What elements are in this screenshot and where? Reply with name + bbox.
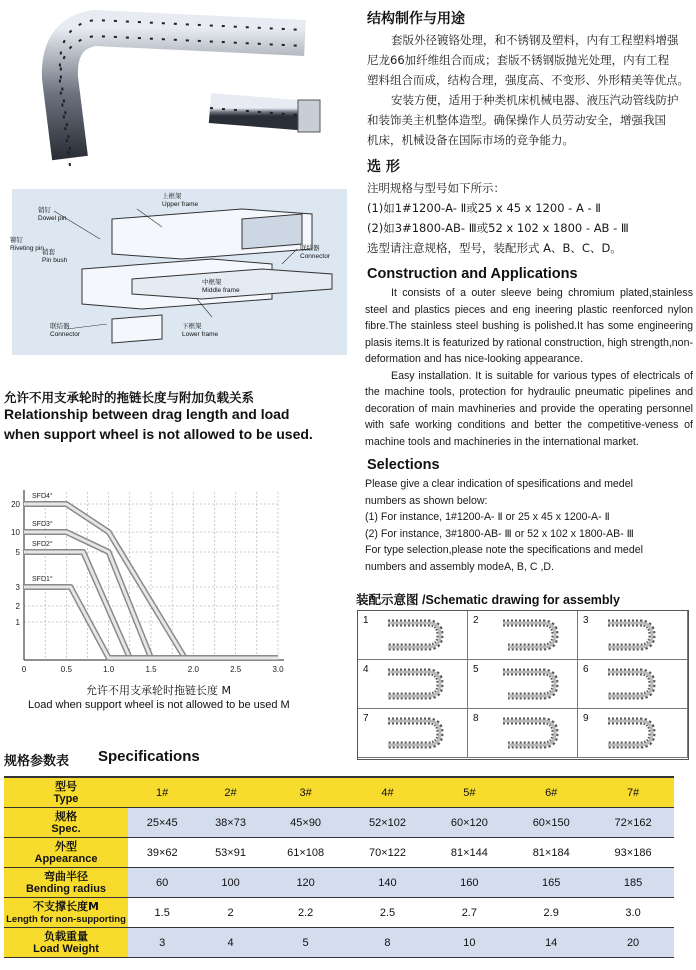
construction-para-2: Easy installation. It is suitable for various types of electricals of the machine tools, protection for hydraulic pneumatic pipelines and decoration of main mavhineries and provide the operating personnel with safe working conditions and better the competitive-veness of machine tools and machineries in the international market. [365, 369, 693, 448]
spec-row [4, 898, 674, 928]
spec-row [4, 868, 674, 898]
pin-bush-label-en: Pin bush [42, 257, 68, 264]
spec-cell: 45×90 [265, 808, 347, 838]
spec-row-header-zh: 型号 [55, 779, 77, 793]
spec-row-header-en: Bending radius [25, 882, 107, 895]
spec-cell: 1.5 [128, 898, 196, 928]
assembly-chain-icon [468, 611, 578, 660]
assembly-number: 9 [583, 713, 589, 724]
spec-cell: 60 [128, 868, 196, 898]
spec-row [4, 777, 674, 808]
construction-text [365, 285, 693, 450]
zh-p1-line: 塑料组合而成，结构合理，强度高、不变形、外形精美等优点。 [367, 73, 689, 87]
lower-frame-label-zh: 下框架 [182, 323, 202, 330]
spec-cell: 53×91 [196, 838, 264, 868]
spec-row-header-zh: 负载重量 [44, 929, 88, 943]
zh-selection-line: (1)如1#1200-A- Ⅱ或25 x 45 x 1200 - A - Ⅱ [367, 201, 601, 215]
riveting-pin-label-zh: 铆钉 [10, 237, 23, 244]
specs-title-zh: 规格参数表 [4, 754, 70, 769]
spec-row-header-en: Type [53, 792, 79, 805]
spec-cell: 4# [347, 777, 429, 808]
x-tick-label: 2.0 [187, 665, 199, 674]
spec-row-header [4, 898, 128, 928]
zh-selection-title: 选 形 [367, 159, 400, 175]
spec-cell: 185 [592, 868, 674, 898]
spec-cell: 5 [265, 928, 347, 958]
x-tick-label: 2.5 [230, 665, 242, 674]
y-tick-label: 2 [15, 602, 20, 611]
assembly-cell [468, 660, 578, 709]
spec-cell: 6# [510, 777, 592, 808]
assembly-chain-icon [468, 709, 578, 758]
relationship-title-en-2: when support wheel is not allowed to be used. [4, 426, 313, 442]
spec-row-header [4, 777, 128, 808]
assembly-cell [578, 660, 688, 709]
assembly-cell [578, 709, 688, 758]
assembly-number: 7 [363, 713, 369, 724]
spec-row-header [4, 928, 128, 958]
y-tick-label: 5 [15, 548, 20, 557]
y-tick-label: 1 [15, 618, 20, 627]
y-tick-label: 3 [15, 583, 20, 592]
spec-cell: 2# [196, 777, 264, 808]
spec-cell: 60×150 [510, 808, 592, 838]
zh-selection-line: 选型请注意规格，型号，装配形式 A、B、C、D。 [367, 241, 622, 255]
assembly-title: 装配示意图 /Schematic drawing for assembly [356, 593, 620, 607]
dowel-pin-label-zh: 销钉 [38, 207, 51, 214]
assembly-cell [578, 611, 688, 660]
spec-cell: 2.9 [510, 898, 592, 928]
assembly-chain-icon [468, 660, 578, 709]
upper-frame-label-en: Upper frame [162, 201, 199, 208]
upper-frame-label-zh: 上框架 [162, 193, 182, 200]
x-tick-label: 1.5 [145, 665, 157, 674]
spec-cell: 3# [265, 777, 347, 808]
spec-cell: 100 [196, 868, 264, 898]
drag-chain-photo [20, 8, 325, 173]
spec-row-header [4, 808, 128, 838]
assembly-cell [358, 660, 468, 709]
connector-label-2-en: Connector [50, 331, 80, 338]
spec-cell: 165 [510, 868, 592, 898]
spec-cell: 1# [128, 777, 196, 808]
spec-row-header-en: Appearance [34, 852, 98, 865]
x-tick-label: 0.5 [60, 665, 72, 674]
spec-row [4, 808, 674, 838]
zh-p2-line: 安装方便，适用于种类机床机械电器、液压汽动管线防护 [391, 93, 679, 107]
selections-line: numbers as shown below: [365, 494, 488, 507]
dowel-pin-label-en: Dowel pin [38, 215, 67, 222]
spec-row-header [4, 868, 128, 898]
chart-xlabel-en: Load when support wheel is not allowed to be used M [28, 699, 290, 711]
series-label: SFD4° [32, 493, 53, 500]
lower-frame-label-en: Lower frame [182, 331, 219, 338]
spec-cell: 2.5 [347, 898, 429, 928]
pin-bush-label-zh: 销套 [42, 249, 55, 256]
construction-title: Construction and Applications [367, 266, 578, 282]
selections-line: (1) For instance, 1#1200-A- Ⅱ or 25 x 45 x 1200-A- Ⅱ [365, 511, 610, 523]
assembly-cell [468, 611, 578, 660]
assembly-number: 1 [363, 615, 369, 626]
spec-cell: 3.0 [592, 898, 674, 928]
y-tick-label: 20 [11, 500, 20, 509]
exploded-diagram [12, 189, 347, 355]
zh-p2-line: 和装饰美主机整体造型。确保操作人员劳动安全，增强我国 [367, 113, 666, 127]
assembly-number: 6 [583, 664, 589, 675]
relationship-title-zh: 允许不用支承轮时的拖链长度与附加负载关系 [4, 390, 255, 405]
spec-cell: 160 [428, 868, 510, 898]
assembly-cell [468, 709, 578, 758]
spec-cell: 25×45 [128, 808, 196, 838]
selections-line: numbers and assembly modeA, B, C ,D. [365, 560, 555, 573]
spec-row-header-en: Length for non-supporting [6, 913, 126, 925]
spec-row-header-en: Spec. [51, 822, 81, 835]
spec-cell: 93×186 [592, 838, 674, 868]
middle-frame-label-zh: 中框架 [202, 279, 222, 286]
selections-line: For type selection,please note the specifications and medel [365, 544, 643, 556]
spec-row [4, 928, 674, 958]
assembly-number: 2 [473, 615, 479, 626]
assembly-number: 5 [473, 664, 479, 675]
y-tick-label: 10 [11, 528, 20, 537]
assembly-chain-icon [578, 611, 688, 660]
assembly-chain-icon [358, 709, 468, 758]
spec-cell: 61×108 [265, 838, 347, 868]
assembly-number: 3 [583, 615, 589, 626]
assembly-number: 8 [473, 713, 479, 724]
x-tick-label: 0 [21, 665, 27, 674]
spec-row-header-zh: 不支撑长度M [33, 899, 99, 913]
spec-row-header-en: Load Weight [33, 942, 99, 955]
assembly-cell [358, 709, 468, 758]
selections-text [365, 476, 693, 575]
spec-cell: 81×144 [428, 838, 510, 868]
assembly-chain-icon [578, 660, 688, 709]
spec-cell: 2 [196, 898, 264, 928]
middle-frame-label-en: Middle frame [202, 287, 240, 294]
riveting-pin-label-en: Riveting pin [10, 245, 44, 252]
series-label: SFD1° [32, 576, 53, 583]
assembly-chain-icon [578, 709, 688, 758]
spec-cell: 3 [128, 928, 196, 958]
assembly-number: 4 [363, 664, 369, 675]
connector-label-2-zh: 联结器 [50, 323, 70, 330]
assembly-chain-icon [358, 611, 468, 660]
chart-xlabel-zh: 允许不用支承轮时拖链长度 M [86, 684, 231, 697]
series-label: SFD3° [32, 521, 53, 528]
assembly-cell [358, 611, 468, 660]
relationship-title-en-1: Relationship between drag length and load [4, 406, 290, 422]
spec-cell: 4 [196, 928, 264, 958]
zh-selection-line: (2)如3#1800-AB- Ⅲ或52 x 102 x 1800 - AB - Ⅲ [367, 221, 629, 235]
spec-cell: 2.2 [265, 898, 347, 928]
assembly-chain-icon [358, 660, 468, 709]
spec-row-header-zh: 规格 [55, 809, 77, 823]
spec-cell: 81×184 [510, 838, 592, 868]
construction-para-1: It consists of a outer sleeve being chromium plated,stainless steel and plastics pieces and eng ineering plastic reenforced nylon fibre.The stainless steel bushing is polished.It has some engineering plasis items.It is featurized by rational construction, high strength,non-deformation and has nice-looking appearance. [365, 287, 693, 365]
spec-row-header-zh: 弯曲半径 [44, 869, 88, 883]
connector-label-zh: 联结器 [300, 245, 320, 252]
spec-cell: 20 [592, 928, 674, 958]
specs-title-en: Specifications [98, 748, 200, 765]
zh-construction-title: 结构制作与用途 [367, 11, 465, 27]
spec-cell: 10 [428, 928, 510, 958]
zh-selection-text [367, 178, 693, 258]
x-tick-label: 1.0 [103, 665, 115, 674]
spec-cell: 14 [510, 928, 592, 958]
zh-p2-line: 机床，机械设备在国际市场的竞争能力。 [367, 133, 574, 147]
drag-length-load-chart [0, 482, 340, 687]
zh-p1-line: 尼龙66加纤维组合而成；套版不锈钢版抛光处理，内有工程 [367, 53, 670, 67]
spec-cell: 8 [347, 928, 429, 958]
spec-cell: 72×162 [592, 808, 674, 838]
spec-row-header-zh: 外型 [55, 839, 77, 853]
spec-row-header [4, 838, 128, 868]
spec-row [4, 838, 674, 868]
connector-label-en: Connector [300, 253, 330, 260]
spec-cell: 2.7 [428, 898, 510, 928]
spec-cell: 52×102 [347, 808, 429, 838]
spec-cell: 39×62 [128, 838, 196, 868]
spec-cell: 60×120 [428, 808, 510, 838]
specifications-table [4, 776, 674, 958]
spec-cell: 120 [265, 868, 347, 898]
spec-cell: 7# [592, 777, 674, 808]
x-tick-label: 3.0 [272, 665, 284, 674]
selections-title: Selections [367, 457, 440, 473]
assembly-grid [357, 610, 689, 760]
selections-line: Please give a clear indication of spesifications and medel [365, 478, 633, 490]
zh-selection-line: 注明规格与型号如下所示： [367, 181, 505, 195]
selections-line: (2) For instance, 3#1800-AB- Ⅲ or 52 x 102 x 1800-AB- Ⅲ [365, 527, 634, 540]
series-label: SFD2° [32, 541, 53, 548]
zh-construction-text [367, 30, 693, 150]
spec-cell: 140 [347, 868, 429, 898]
spec-cell: 38×73 [196, 808, 264, 838]
zh-p1-line: 套版外径镀铬处理，和不锈钢及塑料，内有工程塑料增强 [391, 33, 679, 47]
spec-cell: 70×122 [347, 838, 429, 868]
spec-cell: 5# [428, 777, 510, 808]
